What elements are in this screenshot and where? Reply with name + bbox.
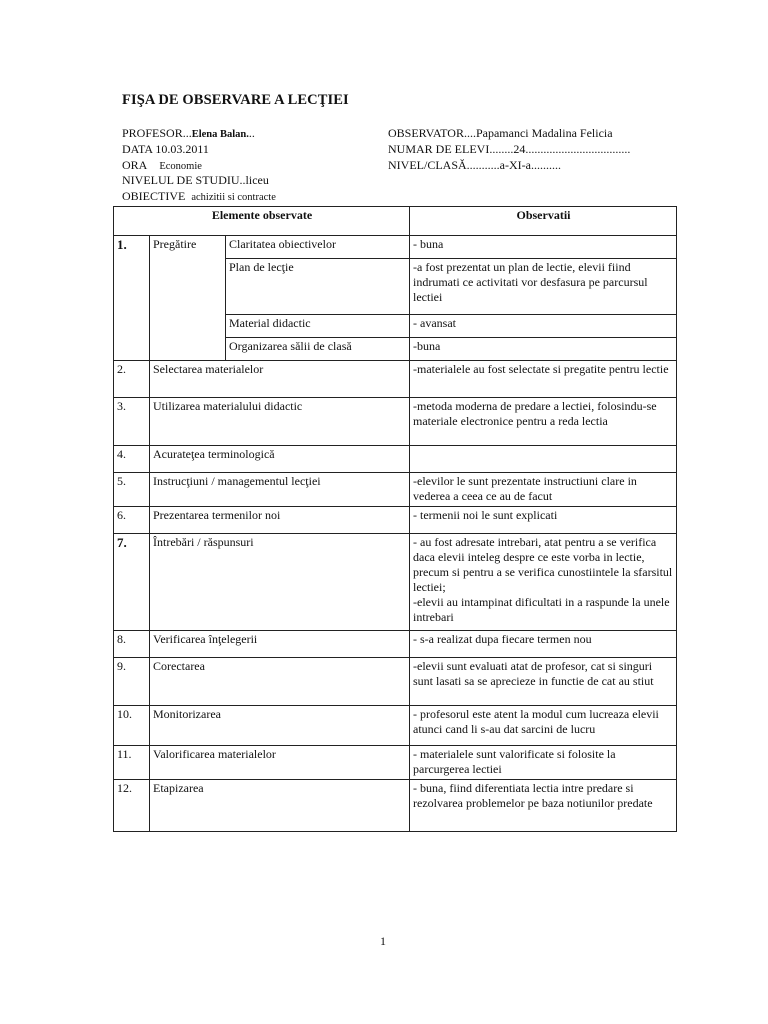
table-row	[114, 446, 677, 473]
row-number: 12.	[114, 780, 150, 832]
table-row	[114, 746, 677, 780]
row-number: 5.	[114, 473, 150, 507]
numar-elevi-line: NUMAR DE ELEVI........24...................................	[388, 142, 631, 156]
row-observation: -metoda moderna de predare a lectiei, folosindu-se materiale electronice pentru a reda lectia	[410, 398, 677, 446]
row-element: Valorificarea materialelor	[150, 746, 410, 780]
sub-element: Plan de lecţie	[226, 259, 410, 315]
nivel-studiu-line	[122, 172, 269, 188]
data-line: DATA 10.03.2011	[122, 142, 209, 156]
page-number: 1	[380, 934, 386, 948]
table-row	[114, 631, 677, 658]
row-number: 10.	[114, 706, 150, 746]
row-observation: - au fost adresate intrebari, atat pentru a se verifica daca elevii inteleg despre ce este vorba in lectie, precum si pentru a se verifica cunostiintele la sfarsitul lectiei; -elevii au intampinat dificultati in a raspunde la unele intrebari	[410, 534, 677, 631]
row-element: Pregătire	[150, 236, 226, 361]
row-observation: -buna	[410, 338, 677, 361]
row-observation: - buna	[410, 236, 677, 259]
row-number: 8.	[114, 631, 150, 658]
row-element: Corectarea	[150, 658, 410, 706]
table-row	[114, 534, 677, 631]
sub-element: Claritatea obiectivelor	[226, 236, 410, 259]
row-number: 9.	[114, 658, 150, 706]
row-element: Etapizarea	[150, 780, 410, 832]
table-row	[114, 706, 677, 746]
observator-line: OBSERVATOR....Papamanci Madalina Felicia	[388, 126, 613, 140]
observation-table	[113, 206, 677, 832]
row-observation: -elevilor le sunt prezentate instructiuni clare in vederea a ceea ce au de facut	[410, 473, 677, 507]
row-number: 6.	[114, 507, 150, 534]
document-title: FIŞA DE OBSERVARE A LECŢIEI	[122, 92, 349, 108]
table-row	[114, 780, 677, 832]
ora-value: Economie	[159, 161, 202, 172]
nivel-studiu-label: NIVELUL DE STUDIU	[122, 173, 240, 187]
row-number: 2.	[114, 361, 150, 398]
row-observation: - materialele sunt valorificate si folosite la parcurgerea lectiei	[410, 746, 677, 780]
row-observation: - buna, fiind diferentiata lectia intre predare si rezolvarea problemelor pe baza notiunilor predate	[410, 780, 677, 832]
ora-label: ORA	[122, 158, 148, 172]
table-row	[114, 473, 677, 507]
table-row	[114, 507, 677, 534]
row-number: 11.	[114, 746, 150, 780]
table-row	[114, 398, 677, 446]
row-number: 7.	[114, 534, 150, 631]
row-number: 3.	[114, 398, 150, 446]
row-observation: -materialele au fost selectate si pregatite pentru lectie	[410, 361, 677, 398]
row-element: Acurateţea terminologică	[150, 446, 410, 473]
row-number: 1.	[114, 236, 150, 361]
row-observation: - s-a realizat dupa fiecare termen nou	[410, 631, 677, 658]
nivel-studiu-value: ..liceu	[239, 173, 269, 187]
table-body	[114, 236, 677, 832]
row-observation: - profesorul este atent la modul cum lucreaza elevii atunci cand li s-au dat sarcini de lucru	[410, 706, 677, 746]
profesor-value: Elena Balan.	[191, 129, 249, 140]
row-element: Selectarea materialelor	[150, 361, 410, 398]
table-row	[114, 658, 677, 706]
row-number: 4.	[114, 446, 150, 473]
table-row	[114, 236, 677, 259]
column-header-observations: Observatii	[410, 207, 677, 236]
row-observation: -a fost prezentat un plan de lectie, elevii fiind indrumati ce activitati vor desfasura pe parcursul lectiei	[410, 259, 677, 315]
row-observation: -elevii sunt evaluati atat de profesor, cat si singuri sunt lasati sa se aprecieze in functie de cat au stiut	[410, 658, 677, 706]
column-header-elements: Elemente observate	[114, 207, 410, 236]
obiectiv-label: OBIECTIVE	[122, 189, 186, 203]
obiectiv-value: achizitii si contracte	[191, 192, 276, 203]
nivel-clasa-line: NIVEL/CLASĂ...........a-XI-a..........	[388, 158, 561, 172]
row-observation	[410, 446, 677, 473]
obiectiv-line	[122, 188, 276, 206]
table-header-row	[114, 207, 677, 236]
sub-element: Organizarea sălii de clasă	[226, 338, 410, 361]
row-element: Utilizarea materialului didactic	[150, 398, 410, 446]
row-observation: - termenii noi le sunt explicati	[410, 507, 677, 534]
row-element: Verificarea înţelegerii	[150, 631, 410, 658]
row-element: Prezentarea termenilor noi	[150, 507, 410, 534]
table-row	[114, 361, 677, 398]
row-element: Instrucţiuni / managementul lecţiei	[150, 473, 410, 507]
row-element: Monitorizarea	[150, 706, 410, 746]
profesor-trail: ..	[248, 126, 255, 140]
sub-element: Material didactic	[226, 315, 410, 338]
row-element: Întrebări / răspunsuri	[150, 534, 410, 631]
profesor-label: PROFESOR...	[122, 126, 192, 140]
row-observation: - avansat	[410, 315, 677, 338]
